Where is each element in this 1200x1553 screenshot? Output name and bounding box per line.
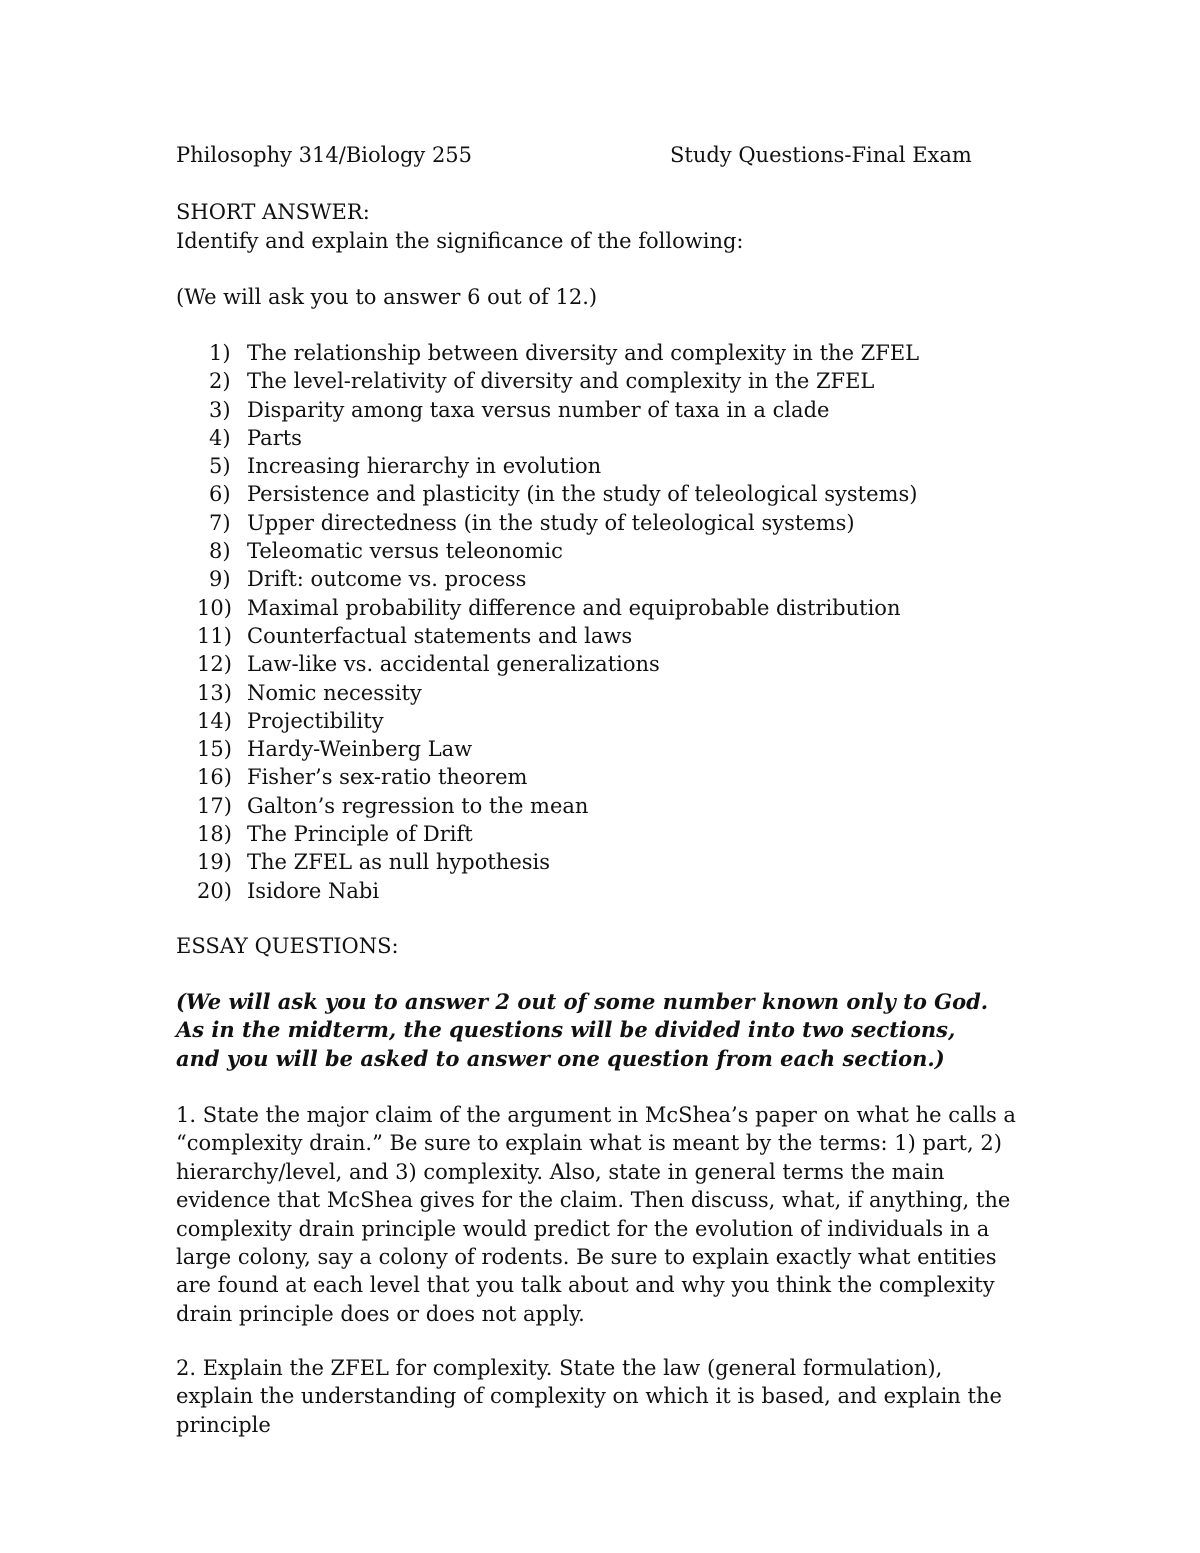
item-text: Increasing hierarchy in evolution <box>247 454 602 479</box>
item-text: Parts <box>247 425 302 450</box>
item-text: Hardy-Weinberg Law <box>247 737 473 762</box>
item-text: Persistence and plasticity (in the study of teleological systems) <box>247 482 918 507</box>
exam-title: Study Questions-Final Exam <box>670 143 972 167</box>
item-number: 19) <box>197 850 232 875</box>
short-answer-heading: SHORT ANSWER: <box>176 200 370 224</box>
list-item <box>176 424 976 452</box>
item-number: 16) <box>197 765 232 790</box>
item-text: The level-relativity of diversity and complexity in the ZFEL <box>247 369 875 394</box>
list-item <box>176 509 976 537</box>
essay-question-2: 2. Explain the ZFEL for complexity. State the law (general formulation), explain the understanding of complexity on which it is based, and explain the principle <box>176 1356 1002 1437</box>
item-number: 18) <box>197 822 232 847</box>
item-number: 20) <box>197 878 232 903</box>
item-number: 1) <box>209 341 231 365</box>
list-item <box>176 848 976 876</box>
essay-heading: ESSAY QUESTIONS: <box>176 934 399 958</box>
item-number: 2) <box>209 369 231 394</box>
list-item <box>176 339 976 367</box>
list-item <box>176 480 976 508</box>
item-number: 9) <box>209 567 231 592</box>
item-text: Upper directedness (in the study of teleological systems) <box>247 510 855 535</box>
item-number: 3) <box>209 397 231 422</box>
item-text: Counterfactual statements and laws <box>247 623 633 648</box>
list-item <box>176 650 976 678</box>
essay-question-1: 1. State the major claim of the argument in McShea’s paper on what he calls a “complexity drain.” Be sure to explain what is meant by the terms: 1) part, 2) hierarchy/level, and 3) complexity. Also, state in general terms the main evidence that McShea gives for the claim. Then discuss, what, if anything, the complexity drain principle would predict for the evolution of individuals in a large colony, say a colony of rodents. Be sure to explain exactly what entities are found at each level that you talk about and why you think the complexity drain principle does or does not apply. <box>176 1103 1016 1326</box>
item-number: 17) <box>197 793 232 818</box>
course-title: Philosophy 314/Biology 255 <box>176 143 473 167</box>
item-number: 7) <box>209 510 231 535</box>
list-item <box>176 396 976 424</box>
list-item <box>176 452 976 480</box>
item-number: 11) <box>197 623 232 648</box>
item-text: Galton’s regression to the mean <box>247 793 589 818</box>
item-text: Isidore Nabi <box>247 878 380 903</box>
document-header <box>176 141 976 171</box>
item-text: Maximal probability difference and equiprobable distribution <box>247 595 901 620</box>
item-number: 4) <box>209 425 231 450</box>
list-item <box>176 792 976 820</box>
list-item <box>176 367 976 395</box>
item-number: 12) <box>197 652 232 677</box>
list-item <box>176 877 976 905</box>
list-item <box>176 537 976 565</box>
list-item <box>176 763 976 791</box>
short-answer-note: (We will ask you to answer 6 out of 12.) <box>176 285 598 309</box>
list-item <box>176 735 976 763</box>
short-answer-instruction: Identify and explain the significance of the following: <box>176 229 744 253</box>
list-item <box>176 594 976 622</box>
short-answer-list <box>176 339 976 905</box>
item-number: 5) <box>209 454 231 479</box>
list-item <box>176 622 976 650</box>
item-number: 13) <box>197 680 232 705</box>
item-text: Drift: outcome vs. process <box>247 567 527 592</box>
item-text: The relationship between diversity and complexity in the ZFEL <box>247 341 920 365</box>
list-item <box>176 565 976 593</box>
item-text: Nomic necessity <box>247 680 422 705</box>
item-number: 15) <box>197 737 232 762</box>
essay-instruction: (We will ask you to answer 2 out of some number known only to God. As in the midterm, the questions will be divided into two sections, and you will be asked to answer one question from each section.) <box>176 989 989 1071</box>
item-text: Projectibility <box>247 708 384 733</box>
list-item <box>176 707 976 735</box>
item-text: The ZFEL as null hypothesis <box>247 850 551 875</box>
item-number: 8) <box>209 539 231 564</box>
item-number: 14) <box>197 708 232 733</box>
item-text: Law-like vs. accidental generalizations <box>247 652 660 677</box>
item-number: 10) <box>197 595 232 620</box>
item-text: Teleomatic versus teleonomic <box>247 539 563 564</box>
item-text: The Principle of Drift <box>247 822 473 847</box>
item-text: Fisher’s sex-ratio theorem <box>247 765 528 790</box>
item-number: 6) <box>209 482 231 507</box>
list-item <box>176 820 976 848</box>
list-item <box>176 679 976 707</box>
item-text: Disparity among taxa versus number of taxa in a clade <box>247 397 830 422</box>
